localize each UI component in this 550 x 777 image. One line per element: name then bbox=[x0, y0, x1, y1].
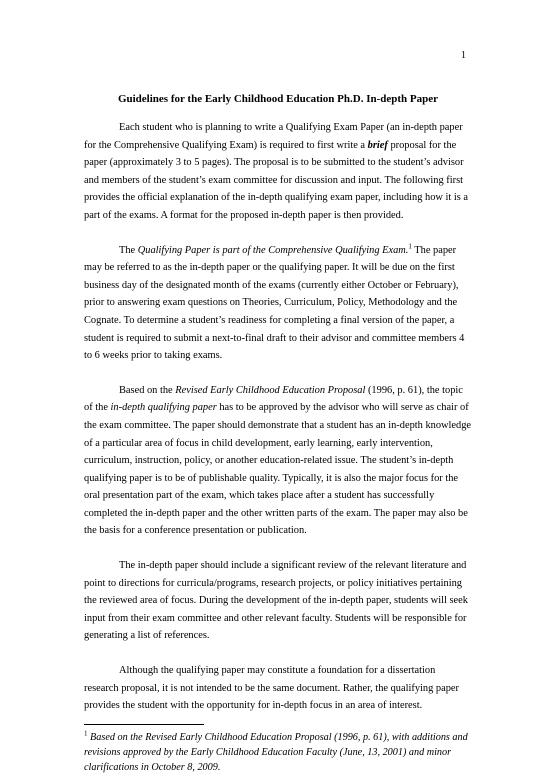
paragraph-text: The bbox=[119, 244, 138, 256]
footnote-mark: 1 bbox=[84, 729, 88, 738]
paragraph-text: proposal for the paper (approximately 3 to 5 pages). The proposal is to be submitted to the student’s advisor and members of the student’s exam committee for discussion and input. The following first provides the official explanation of the in-depth qualifying exam paper, including how it is a part of the exams. A format for the proposed in-depth paper is then provided. bbox=[84, 139, 469, 221]
paragraph-text: (1996, p. 61), the topic of the bbox=[84, 384, 463, 414]
paragraph-dissertation-relation: Although the qualifying paper may constitute a foundation for a dissertation research proposal, it is not intended to be the same document. Rather, the qualifying paper provides the student with the opportunity for in-depth focus in an area of interest. bbox=[84, 665, 459, 712]
paragraph-literature-review: The in-depth paper should include a significant review of the relevant literature and point to directions for curricula/programs, research projects, or policy initiatives pertaining the reviewed area of focus. During the development of the in-depth paper, students will seek input from their exam committee and other relevant faculty. Students will be responsible for generating a list of references. bbox=[84, 560, 468, 642]
emphasis-proposal-title: Revised Early Childhood Education Proposal bbox=[175, 384, 366, 396]
paragraph-topic-approval bbox=[84, 382, 472, 540]
emphasis-brief: brief bbox=[367, 139, 388, 151]
page-number: 1 bbox=[461, 50, 466, 61]
paragraph-proposal-requirement bbox=[84, 119, 472, 225]
footnote-text: Based on the Revised Early Childhood Education Proposal (1996, p. 61), with additions and revisions approved by the Early Childhood Education Faculty (June, 13, 2001) and minor clarifications in October 8, 2009. bbox=[84, 731, 468, 773]
paragraph-text: Each student who is planning to write a Qualifying Exam Paper (an in-depth paper for the Comprehensive Qualifying Exam) is required to first write a bbox=[84, 122, 463, 151]
paragraph-text: Based on the bbox=[119, 384, 176, 396]
document-title: Guidelines for the Early Childhood Education Ph.D. In-depth Paper bbox=[117, 93, 439, 105]
paragraph-text: has to be approved by the advisor who will serve as chair of the exam committee. The paper should demonstrate that a student has an in-depth knowledge of a particular area of focus in child development, early learning, early intervention, curriculum, instruction, policy, or another education-related issue. The student’s in-depth qualifying paper is to be of publishable quality. Typically, it is also the major focus for the oral presentation part of the exam, which takes place after a student has successfully completed the in-depth paper and the other written parts of the exam. The paper may also be the basis for a conference presentation or publication. bbox=[84, 402, 472, 537]
footnote-reference[interactable]: 1 bbox=[408, 242, 412, 251]
emphasis-qualifying-paper: Qualifying Paper is part of the Comprehensive Qualifying Exam. bbox=[137, 244, 409, 256]
emphasis-in-depth-paper: in-depth qualifying paper bbox=[110, 402, 217, 414]
footnote bbox=[84, 730, 472, 775]
paragraph-qualifying-paper bbox=[84, 242, 472, 365]
footnote-divider bbox=[84, 724, 204, 725]
paragraph-text: The paper may be referred to as the in-depth paper or the qualifying paper. It will be due on the first business day of the designated month of the exams (currently either October or February), prior to answering exam questions on Theories, Curriculum, Policy, Methodology and the Cognate. To determine a student’s readiness for completing a final version of the paper, a student is required to submit a next-to-final draft to their advisor and committee members 4 to 6 weeks prior to taking exams. bbox=[84, 244, 465, 362]
document-body bbox=[84, 93, 472, 775]
